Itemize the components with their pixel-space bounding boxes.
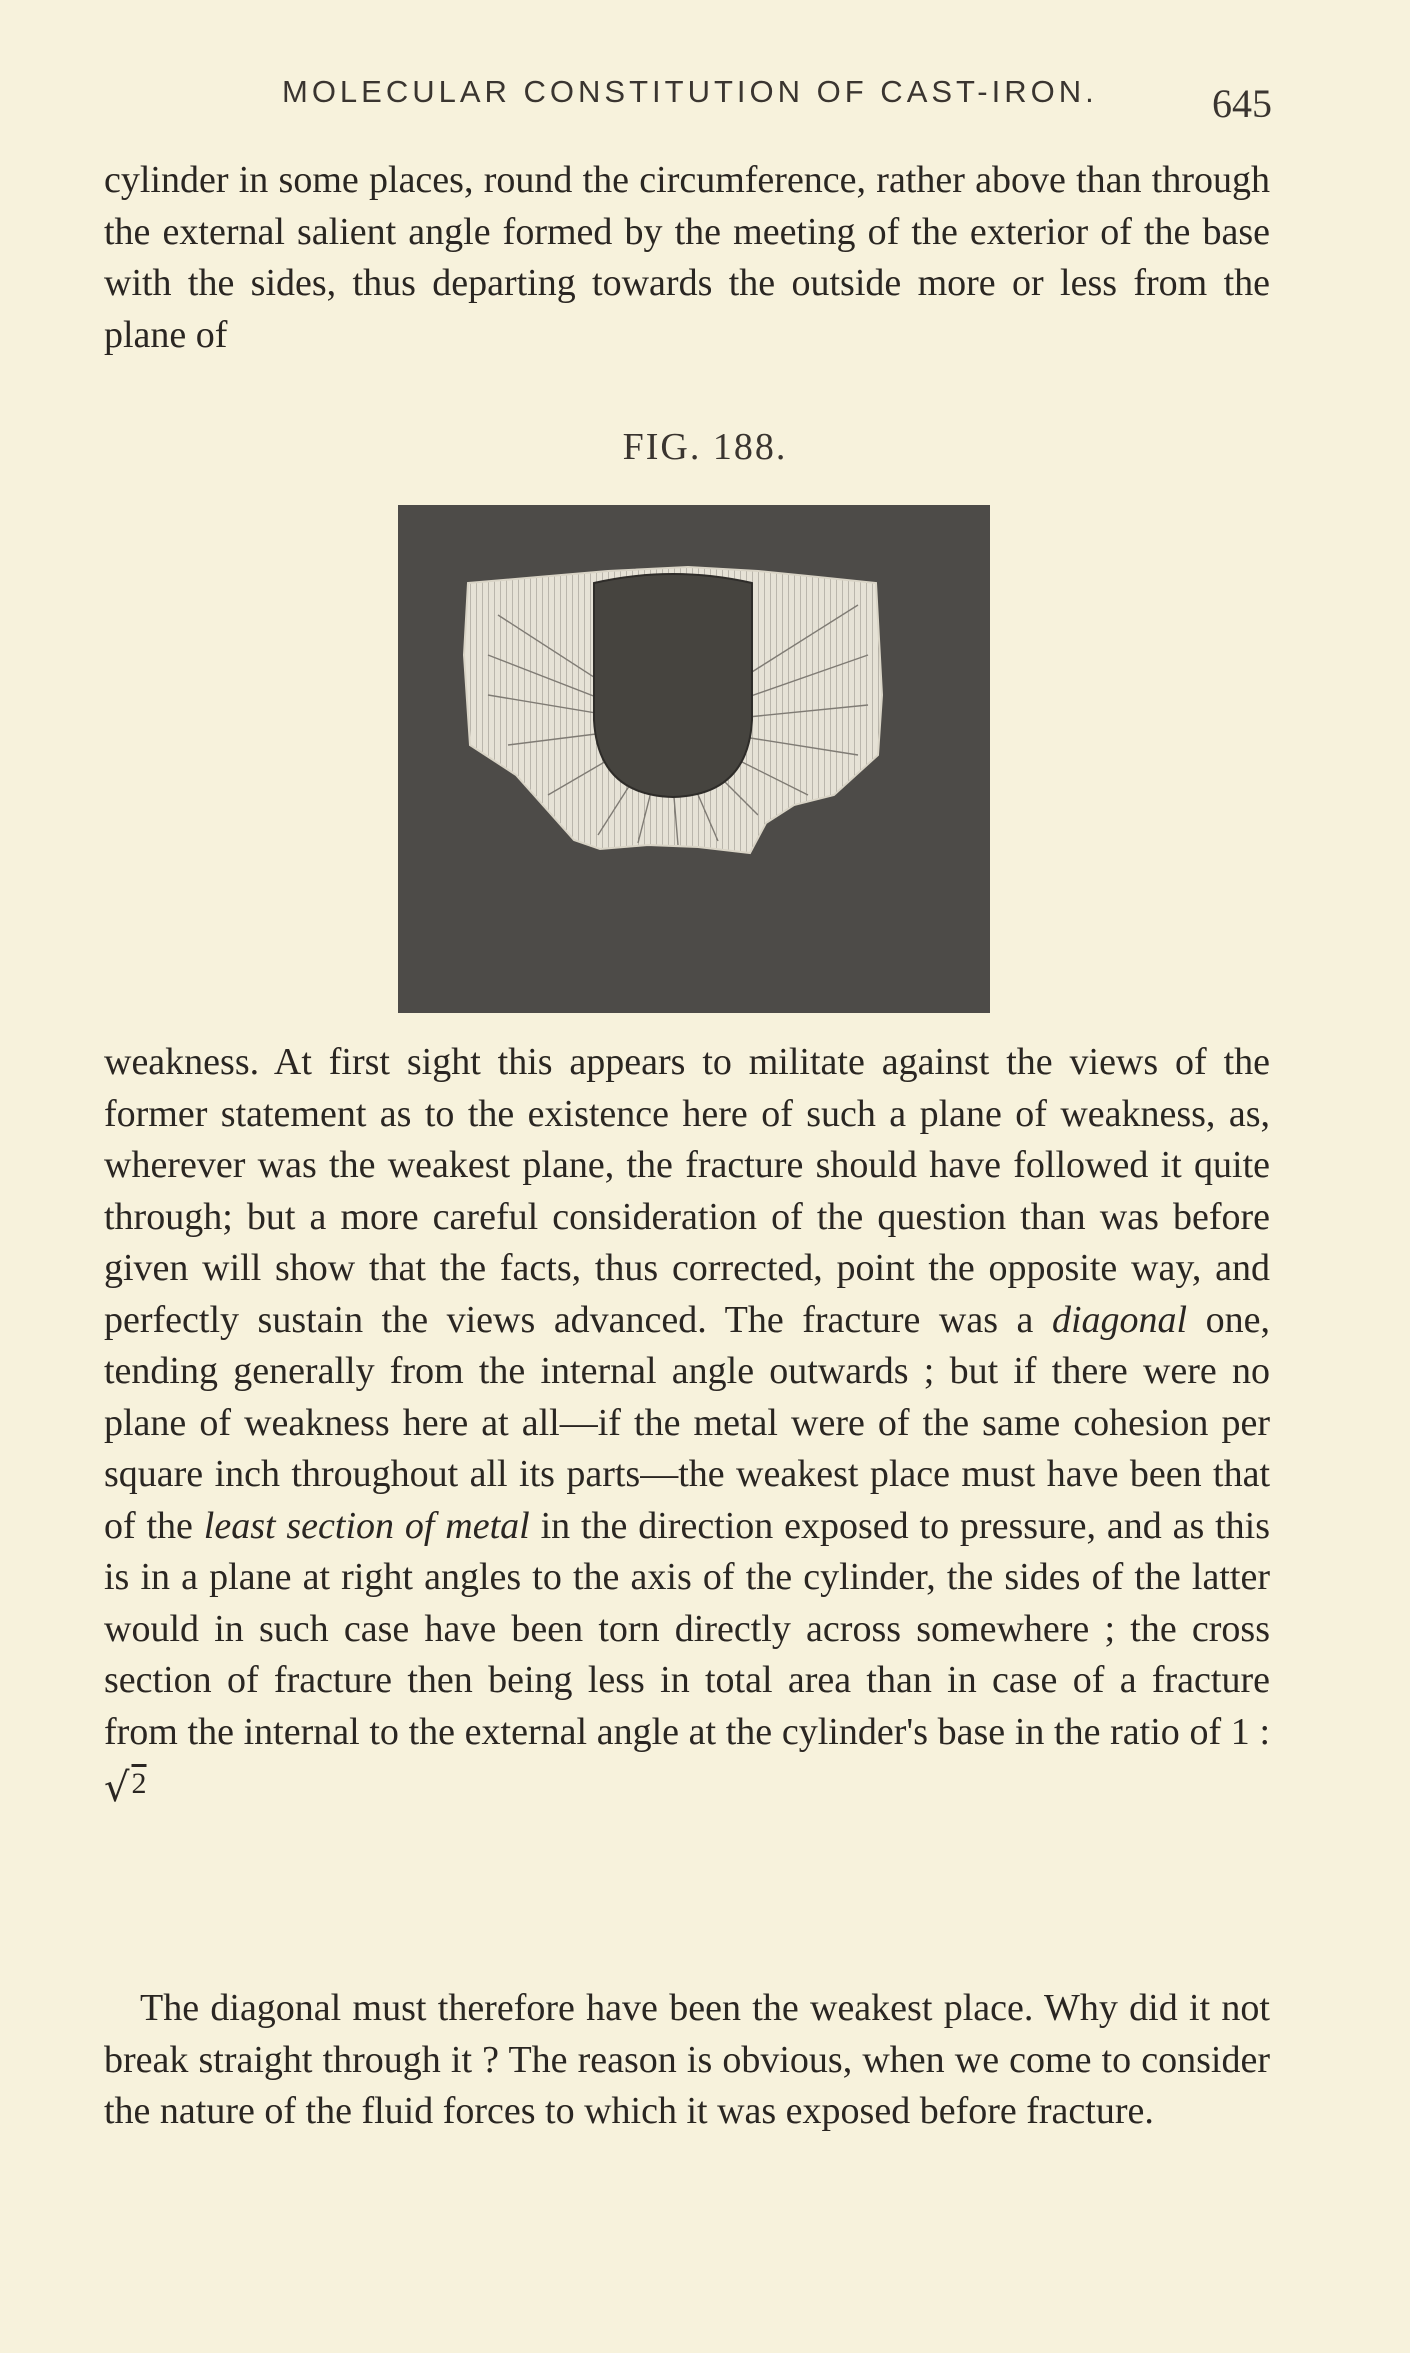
figure-188-illustration	[398, 505, 990, 1013]
page-number: 645	[1212, 81, 1272, 126]
radical-sign: √	[104, 1765, 130, 1811]
paragraph-2	[104, 1037, 1270, 1816]
paragraph-3: The diagonal must therefore have been the weakest place. Why did it not break straight through it ? The reason is obvious, when we come to consider the nature of the fluid forces to which it was exposed before fracture.	[104, 1987, 1270, 2132]
paragraph-2-part-2: one, tending generally from the internal angle outwards ; but if there were no plane of weakness here at all—if the metal were of the same cohesion per square inch throughout all its parts—the weakest place must have been that of the	[104, 1298, 1270, 1547]
figure-caption: FIG. 188.	[622, 426, 788, 468]
italic-least-section: least section of metal	[203, 1504, 530, 1547]
paragraph-1: cylinder in some places, round the circumference, rather above than through the external salient angle formed by the meeting of the exterior of the base with the sides, thus departing towards the outside more or less from the plane of	[104, 159, 1270, 356]
fracture-cross-section-drawing	[398, 505, 990, 1013]
radicand: 2	[131, 1767, 147, 1800]
paragraph-2-part-1: weakness. At first sight this appears to militate against the views of the former statement as to the existence here of such a plane of weakness, as, wherever was the weakest plane, the fracture should have followed it quite through; but a more careful consideration of the question than was before given will show that the facts, thus corrected, point the opposite way, and perfectly sustain the views advanced. The fracture was a	[104, 1041, 1270, 1341]
square-root-two	[104, 1765, 147, 1811]
paragraph-2-part-3: in the direction exposed to pressure, and as this is in a plane at right angles to the axis of the cylinder, the sides of the latter would in such case have been torn directly across somewhere ; the cross section of fracture then being less in total area than in case of a fracture from the internal to the external angle at the cylinder's base in the ratio of 1 :	[104, 1504, 1271, 1753]
italic-diagonal: diagonal	[1051, 1298, 1188, 1341]
running-title: MOLECULAR CONSTITUTION OF CAST-IRON.	[282, 74, 1098, 109]
